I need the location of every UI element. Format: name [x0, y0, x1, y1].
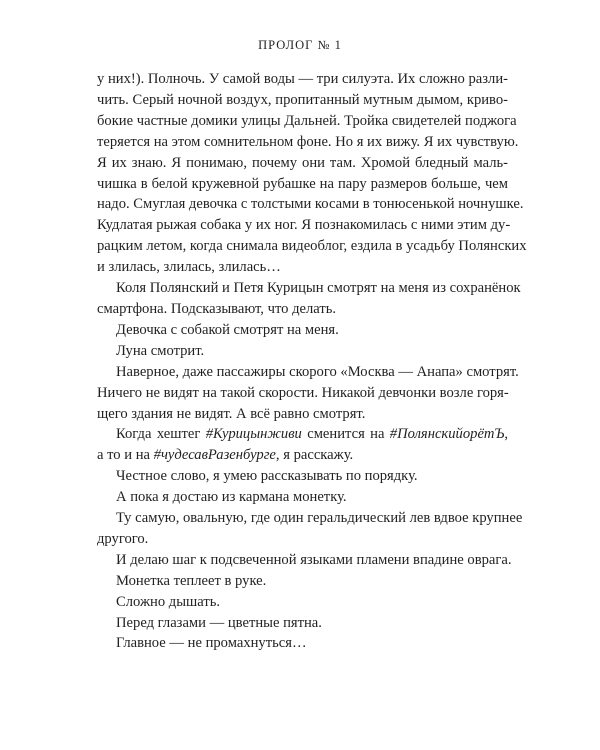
text-line: Ту самую, овальную, где один геральдический лев вдвое крупнее — [116, 510, 523, 527]
hashtag: #Курицынживи — [205, 426, 302, 443]
text-line: чишка в белой кружевной рубашке на пару размеров больше, чем — [97, 175, 508, 192]
paragraph — [97, 341, 508, 362]
text-line: Перед глазами — цветные пятна. — [116, 614, 322, 631]
text-line: Сложно дышать. — [116, 593, 221, 610]
paragraph — [97, 424, 508, 466]
text-line: Кудлатая рыжая собака у их ног. Я познакомилась с ними этим ду- — [97, 217, 511, 234]
text-line: Честное слово, я умею рассказывать по порядку. — [116, 468, 418, 485]
text-line: у них!). Полночь. У самой воды — три силуэта. Их сложно разли- — [97, 71, 508, 87]
text-line: Девочка с собакой смотрят на меня. — [116, 321, 339, 338]
body-text — [97, 69, 527, 654]
text-line: и злилась, злилась, злилась… — [97, 259, 281, 276]
text-line: Наверное, даже пассажиры скорого «Москва — Анапа» смотрят. — [116, 363, 519, 380]
text-run: Когда хештег — [116, 426, 206, 443]
paragraph — [97, 571, 508, 592]
text-run: сменится на — [301, 426, 390, 443]
text-line: Коля Полянский и Петя Курицын смотрят на меня из сохранёнок — [116, 280, 521, 297]
running-header: ПРОЛОГ № 1 — [258, 38, 342, 52]
paragraph — [97, 550, 512, 571]
text-line: Я их знаю. Я понимаю, почему они там. Хромой бледный маль- — [97, 154, 508, 171]
paragraph — [97, 69, 527, 278]
paragraph — [97, 466, 508, 487]
text-line: И делаю шаг к подсвеченной языками пламени впадине оврага. — [116, 551, 512, 568]
text-line: щего здания не видят. А всё равно смотрят. — [97, 405, 366, 422]
text-line: чить. Серый ночной воздух, пропитанный мутным дымом, криво- — [97, 91, 508, 108]
text-line: Ничего не видят на такой скорости. Никакой девчонки возле горя- — [97, 384, 509, 401]
hashtag: #чудесавРазенбурге — [153, 447, 276, 464]
paragraph — [97, 487, 508, 508]
hashtag: #ПолянскийорётЪ — [389, 426, 505, 443]
text-line — [97, 445, 508, 466]
paragraph — [97, 278, 521, 320]
text-run: , я расскажу. — [275, 447, 354, 464]
text-line: бокие частные домики улицы Дальней. Тройка свидетелей поджога — [97, 112, 517, 129]
text-line: Монетка теплеет в руке. — [116, 572, 267, 589]
paragraph — [97, 508, 523, 550]
text-line: другого. — [97, 530, 149, 547]
text-line: Главное — не промахнуться… — [116, 635, 307, 652]
text-line: смартфона. Подсказывают, что делать. — [97, 300, 337, 317]
paragraph — [97, 633, 508, 654]
text-line: рацким летом, когда снимала видеоблог, ездила в усадьбу Полянских — [97, 238, 527, 255]
paragraph — [97, 320, 508, 341]
paragraph — [97, 362, 519, 425]
text-line: теряется на этом сомнительном фоне. Но я их вижу. Я их чувствую. — [97, 133, 519, 150]
paragraph — [97, 613, 508, 634]
text-run: , — [504, 426, 508, 443]
text-line: надо. Смуглая девочка с толстыми косами в тонюсенькой ночнушке. — [97, 196, 524, 213]
text-line: А пока я достаю из кармана монетку. — [116, 489, 347, 506]
text-run: а то и на — [97, 447, 154, 464]
text-line — [97, 424, 508, 445]
paragraph — [97, 592, 508, 613]
text-line: Луна смотрит. — [116, 342, 205, 359]
